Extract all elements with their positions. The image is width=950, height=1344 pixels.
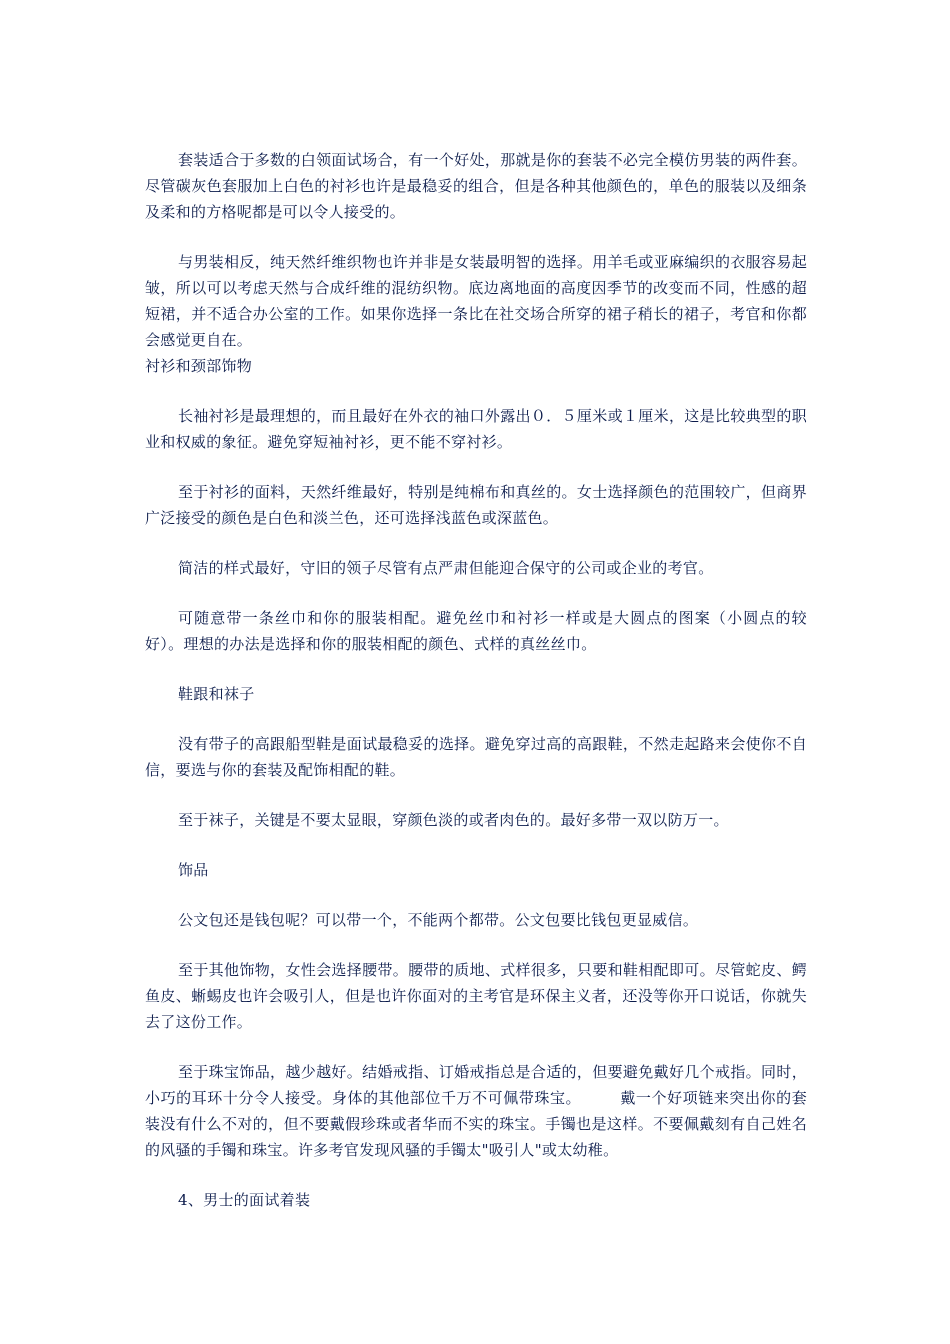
paragraph-collar: 简洁的样式最好，守旧的领子尽管有点严肃但能迎合保守的公司或企业的考官。 <box>178 559 714 577</box>
paragraph-shirt-fabric: 至于衬衫的面料，天然纤维最好，特别是纯棉布和真丝的。女士选择颜色的范围较广，但商界广泛接受的颜色是白色和淡兰色，还可选择浅蓝色或深蓝色。 <box>145 483 807 527</box>
section-heading-shoes: 鞋跟和袜子 <box>178 685 255 703</box>
section-heading-men: 4、男士的面试着装 <box>178 1191 311 1209</box>
paragraph-stockings: 至于袜子，关键是不要太显眼，穿颜色淡的或者肉色的。最好多带一双以防万一。 <box>178 811 729 829</box>
paragraph-belt: 至于其他饰物，女性会选择腰带。腰带的质地、式样很多，只要和鞋相配即可。尽管蛇皮、鳄鱼皮、蜥蜴皮也许会吸引人，但是也许你面对的主考官是环保主义者，还没等你开口说话，你就失去了这份工作。 <box>145 961 807 1031</box>
paragraph-bag: 公文包还是钱包呢？可以带一个，不能两个都带。公文包要比钱包更显威信。 <box>178 911 699 929</box>
paragraph-jewelry: 至于珠宝饰品，越少越好。结婚戒指、订婚戒指总是合适的，但要避免戴好几个戒指。同时，小巧的耳环十分令人接受。身体的其他部位千万不可佩带珠宝。 戴一个好项链来突出你的套装没有什么不对的，但不要戴假珍珠或者华而不实的珠宝。手镯也是这样。不要佩戴刻有自己姓名的风骚的手镯和珠宝。许多考官发现风骚的手镯太"吸引人"或太幼稚。 <box>145 1063 807 1159</box>
paragraph-scarf: 可随意带一条丝巾和你的服装相配。避免丝巾和衬衫一样或是大圆点的图案（小圆点的较好）。理想的办法是选择和你的服装相配的颜色、式样的真丝丝巾。 <box>145 609 807 653</box>
document-page <box>145 147 807 1213</box>
paragraph-suits: 套装适合于多数的白领面试场合，有一个好处，那就是你的套装不必完全模仿男装的两件套。尽管碳灰色套服加上白色的衬衫也许是最稳妥的组合，但是各种其他颜色的，单色的服装以及细条及柔和的方格呢都是可以令人接受的。 <box>145 151 807 221</box>
section-heading-accessories: 饰品 <box>178 861 209 879</box>
section-heading-shirts: 衬衫和颈部饰物 <box>145 357 253 375</box>
paragraph-long-sleeve: 长袖衬衫是最理想的，而且最好在外衣的袖口外露出０．５厘米或１厘米，这是比较典型的职业和权威的象征。避免穿短袖衬衫，更不能不穿衬衫。 <box>145 407 807 451</box>
paragraph-fabrics: 与男装相反，纯天然纤维织物也许并非是女装最明智的选择。用羊毛或亚麻编织的衣服容易起皱，所以可以考虑天然与合成纤维的混纺织物。底边离地面的高度因季节的改变而不同，性感的超短裙，并不适合办公室的工作。如果你选择一条比在社交场合所穿的裙子稍长的裙子，考官和你都会感觉更自在。 <box>145 253 807 349</box>
paragraph-heels: 没有带子的高跟船型鞋是面试最稳妥的选择。避免穿过高的高跟鞋，不然走起路来会使你不自信，要选与你的套装及配饰相配的鞋。 <box>145 735 807 779</box>
